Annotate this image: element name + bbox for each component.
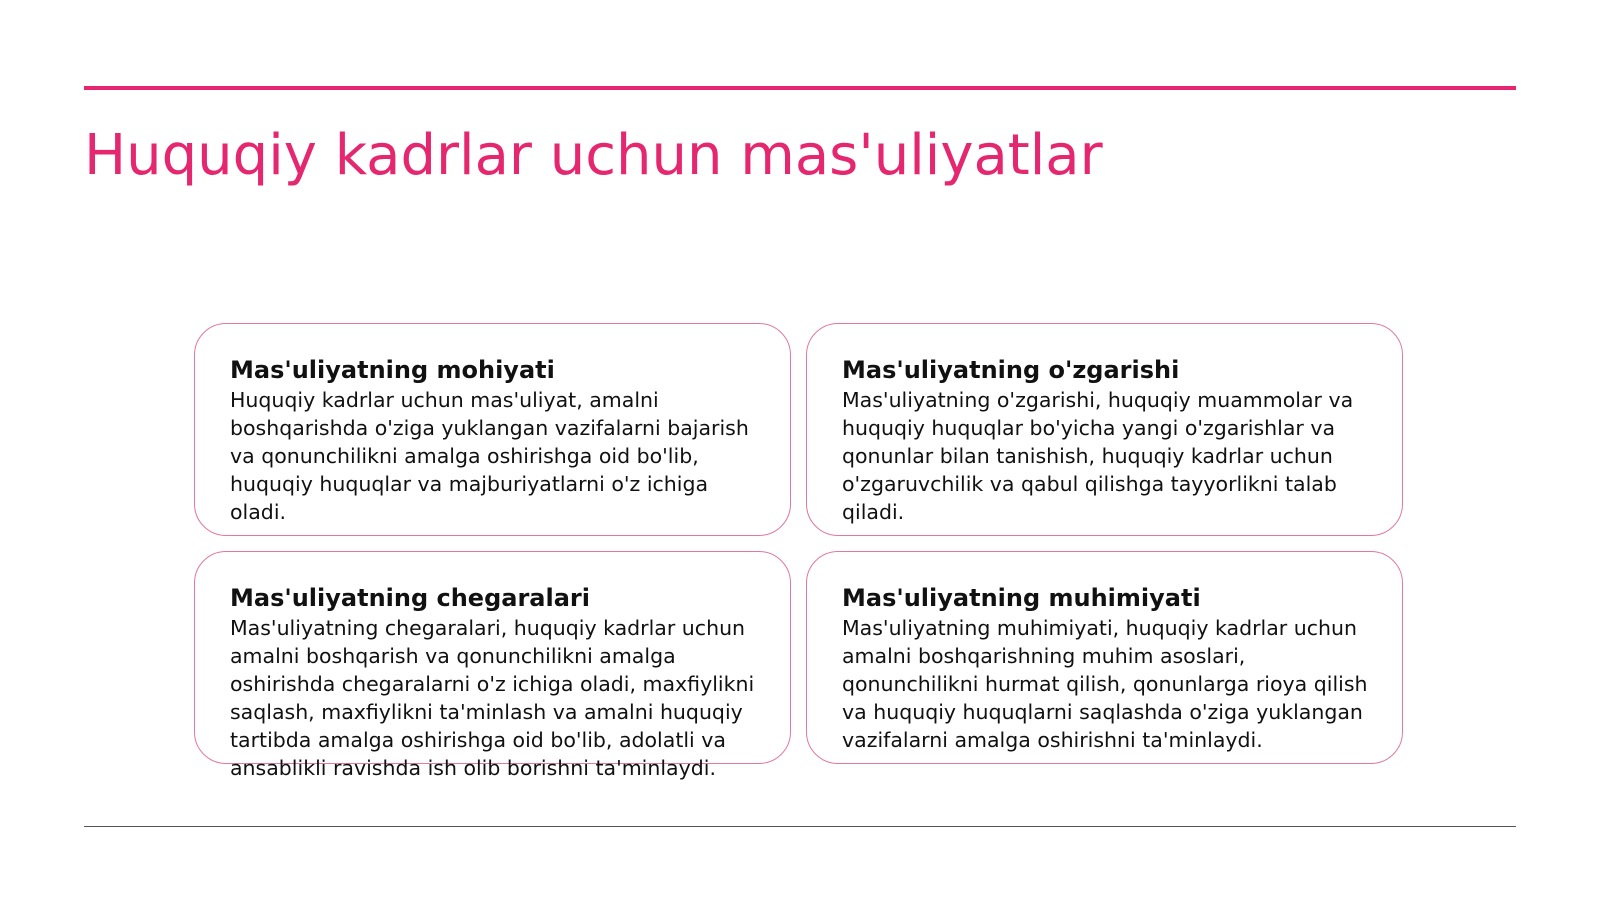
card-body: Mas'uliyatning chegaralari, huquqiy kadrlar uchun amalni boshqarish va qonunchilikni amalga oshirishda chegaralarni o'z ichiga oladi, maxfiylikni saqlash, maxfiylikni ta'minlash va amalni huquqiy tartibda amalga oshirishga oid bo'lib, adolatli va ansablikli ravishda ish olib borishni ta'minlaydi.: [230, 616, 755, 780]
card-heading: Mas'uliyatning muhimiyati: [842, 584, 1201, 612]
card-ozgarishi: [842, 354, 1382, 526]
card-heading: Mas'uliyatning o'zgarishi: [842, 356, 1180, 384]
card-chegaralari: [230, 582, 770, 782]
card-heading: Mas'uliyatning mohiyati: [230, 356, 555, 384]
top-accent-rule: [84, 86, 1516, 90]
slide-title: Huquqiy kadrlar uchun mas'uliyatlar: [84, 123, 1103, 188]
bottom-rule: [84, 826, 1516, 827]
card-mohiyati: [230, 354, 770, 526]
card-body: Mas'uliyatning o'zgarishi, huquqiy muammolar va huquqiy huquqlar bo'yicha yangi o'zgarishlar va qonunlar bilan tanishish, huquqiy kadrlar uchun o'zgaruvchilik va qabul qilishga tayyorlikni talab qiladi.: [842, 388, 1354, 524]
card-heading: Mas'uliyatning chegaralari: [230, 584, 590, 612]
card-muhimiyati: [842, 582, 1382, 754]
card-body: Huquqiy kadrlar uchun mas'uliyat, amalni boshqarishda o'ziga yuklangan vazifalarni bajarish va qonunchilikni amalga oshirishga oid bo'lib, huquqiy huquqlar va majburiyatlarni o'z ichiga oladi.: [230, 388, 749, 524]
card-body: Mas'uliyatning muhimiyati, huquqiy kadrlar uchun amalni boshqarishning muhim asoslari, qonunchilikni hurmat qilish, qonunlarga rioya qilish va huquqiy huquqlarni saqlashda o'ziga yuklangan vazifalarni amalga oshirishni ta'minlaydi.: [842, 616, 1368, 752]
